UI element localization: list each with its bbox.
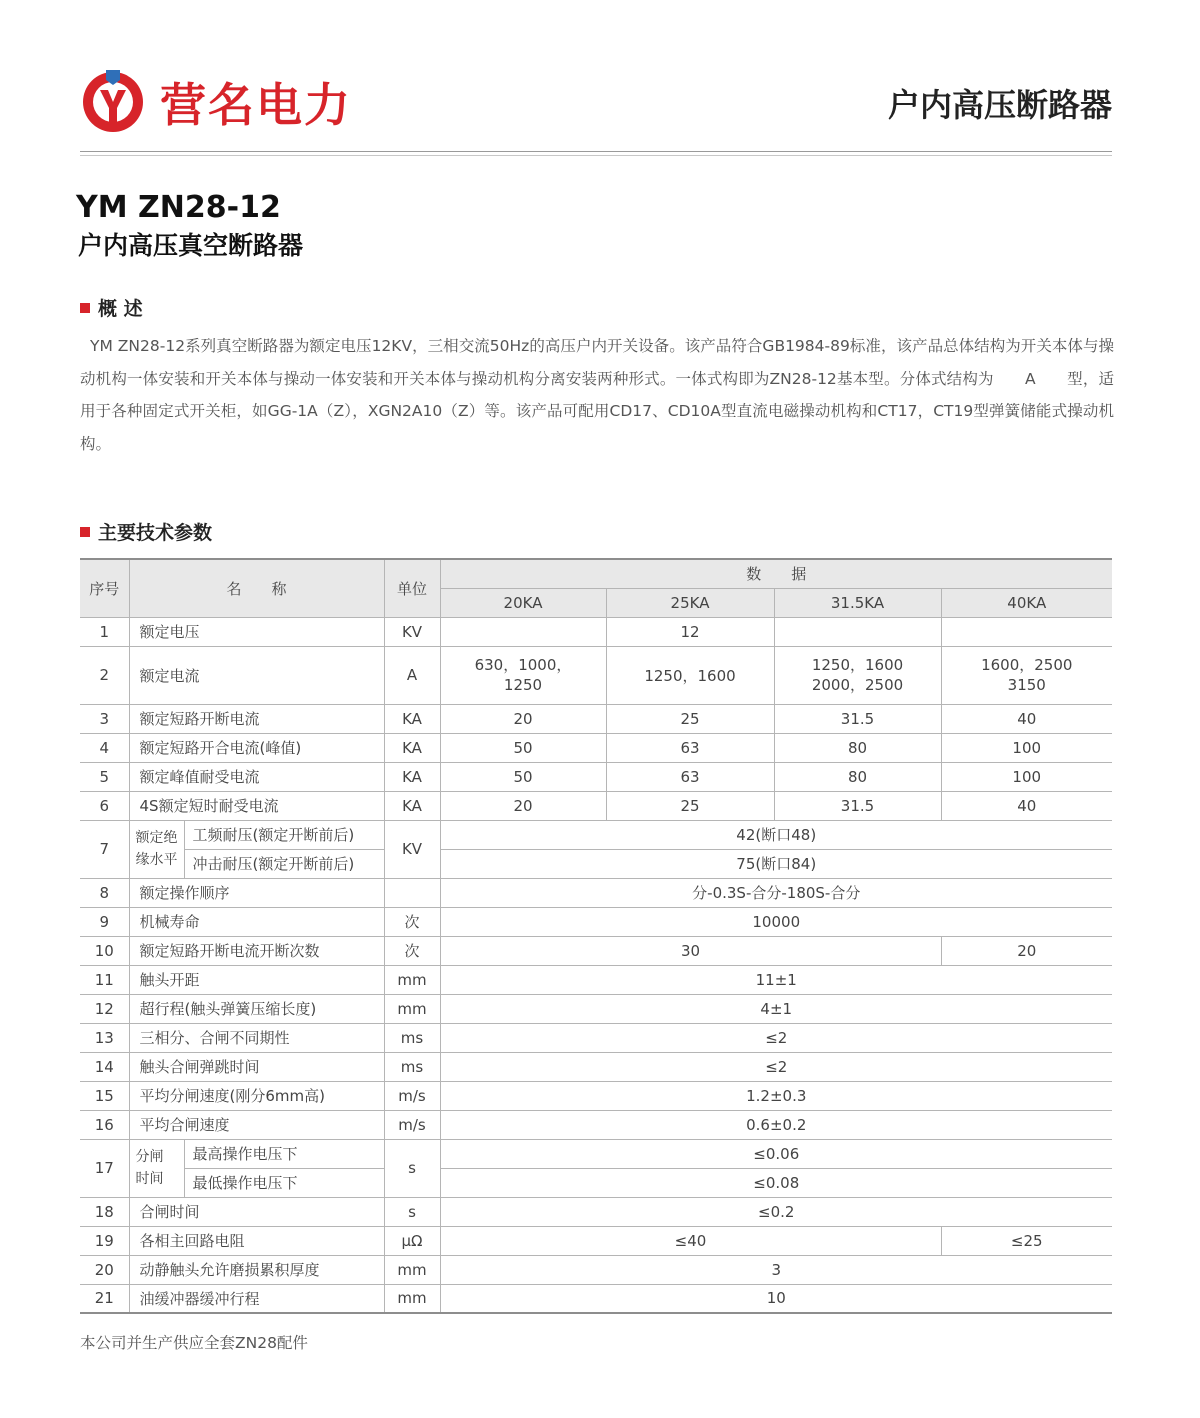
row-value: 20 — [440, 704, 606, 733]
row-no: 16 — [80, 1110, 129, 1139]
row-no: 6 — [80, 791, 129, 820]
row-name: 三相分、合闸不同期性 — [129, 1023, 384, 1052]
table-row — [80, 907, 1112, 936]
row-value: ≤0.06 — [440, 1139, 1112, 1168]
header-divider-thin — [80, 155, 1112, 156]
row-value: 80 — [774, 733, 941, 762]
group-line: 分闸 — [135, 1149, 164, 1165]
row-value — [440, 646, 606, 704]
row-unit: s — [384, 1139, 440, 1197]
row-value — [774, 646, 941, 704]
product-model: YM ZN28-12 — [76, 190, 281, 225]
row-value: 75(断口84) — [440, 849, 1112, 878]
row-name: 油缓冲器缓冲行程 — [129, 1284, 384, 1313]
row-unit: μΩ — [384, 1226, 440, 1255]
table-header-row — [80, 559, 1112, 588]
row-value: 11±1 — [440, 965, 1112, 994]
row-no: 13 — [80, 1023, 129, 1052]
header-data: 数 据 — [440, 559, 1112, 588]
row-value-empty — [774, 617, 941, 646]
value-line: 630，1000， — [474, 656, 572, 674]
page-title: 户内高压断路器 — [887, 86, 1112, 124]
value-line: 1600，2500 — [981, 656, 1073, 674]
row-no: 5 — [80, 762, 129, 791]
table-row — [80, 965, 1112, 994]
row-value: ≤0.2 — [440, 1197, 1112, 1226]
row-name: 额定短路开合电流(峰值) — [129, 733, 384, 762]
row-no: 8 — [80, 878, 129, 907]
row-unit: s — [384, 1197, 440, 1226]
row-unit: KA — [384, 704, 440, 733]
row-no: 10 — [80, 936, 129, 965]
row-value: 10 — [440, 1284, 1112, 1313]
row-value: 25 — [606, 791, 774, 820]
row-no: 2 — [80, 646, 129, 704]
row-unit: KA — [384, 791, 440, 820]
row-no: 9 — [80, 907, 129, 936]
row-group-name — [129, 820, 184, 878]
row-value: ≤2 — [440, 1023, 1112, 1052]
row-name: 平均合闸速度 — [129, 1110, 384, 1139]
row-no: 7 — [80, 820, 129, 878]
row-name: 额定峰值耐受电流 — [129, 762, 384, 791]
row-value: 40 — [941, 791, 1112, 820]
row-no: 14 — [80, 1052, 129, 1081]
row-value: 1250，1600 — [606, 646, 774, 704]
row-value: 50 — [440, 762, 606, 791]
row-group-name — [129, 1139, 184, 1197]
row-value: 20 — [941, 936, 1112, 965]
header-col-40ka: 40KA — [941, 588, 1112, 617]
row-value: 12 — [606, 617, 774, 646]
table-row — [80, 849, 1112, 878]
header-no: 序号 — [80, 559, 129, 617]
row-name: 额定短路开断电流开断次数 — [129, 936, 384, 965]
row-unit: m/s — [384, 1081, 440, 1110]
row-no: 1 — [80, 617, 129, 646]
red-square-bullet-icon — [80, 303, 90, 313]
table-row — [80, 733, 1112, 762]
row-value: 4±1 — [440, 994, 1112, 1023]
row-name: 各相主回路电阻 — [129, 1226, 384, 1255]
brand-name: 营名电力 — [160, 78, 352, 132]
header-col-20ka: 20KA — [440, 588, 606, 617]
row-value: 31.5 — [774, 704, 941, 733]
table-row — [80, 1110, 1112, 1139]
row-no: 12 — [80, 994, 129, 1023]
row-name: 额定短路开断电流 — [129, 704, 384, 733]
table-row — [80, 791, 1112, 820]
row-sub-name: 冲击耐压(额定开断前后) — [184, 849, 384, 878]
table-row — [80, 1168, 1112, 1197]
row-name: 4S额定短时耐受电流 — [129, 791, 384, 820]
table-row — [80, 1284, 1112, 1313]
row-sub-name: 最低操作电压下 — [184, 1168, 384, 1197]
row-no: 19 — [80, 1226, 129, 1255]
row-value: 80 — [774, 762, 941, 791]
row-unit — [384, 878, 440, 907]
row-unit: 次 — [384, 936, 440, 965]
table-row — [80, 820, 1112, 849]
row-unit: KA — [384, 733, 440, 762]
spec-heading — [80, 518, 212, 545]
row-value: 63 — [606, 762, 774, 791]
row-no: 3 — [80, 704, 129, 733]
row-name: 额定电流 — [129, 646, 384, 704]
table-row — [80, 617, 1112, 646]
row-value: ≤0.08 — [440, 1168, 1112, 1197]
row-value: 30 — [440, 936, 941, 965]
value-line: 3150 — [1007, 676, 1046, 694]
row-name: 超行程(触头弹簧压缩长度) — [129, 994, 384, 1023]
table-row — [80, 1139, 1112, 1168]
header-divider — [80, 151, 1112, 152]
overview-heading-label: 概 述 — [98, 298, 143, 320]
header-col-25ka: 25KA — [606, 588, 774, 617]
row-name: 平均分闸速度(刚分6mm高) — [129, 1081, 384, 1110]
row-unit: KA — [384, 762, 440, 791]
row-value: 分-0.3S-合分-180S-合分 — [440, 878, 1112, 907]
row-no: 17 — [80, 1139, 129, 1197]
group-line: 缘水平 — [135, 852, 178, 868]
row-unit: 次 — [384, 907, 440, 936]
table-row — [80, 1226, 1112, 1255]
row-value: 31.5 — [774, 791, 941, 820]
row-value: 100 — [941, 762, 1112, 791]
table-row — [80, 646, 1112, 704]
row-value: 0.6±0.2 — [440, 1110, 1112, 1139]
row-name: 额定操作顺序 — [129, 878, 384, 907]
brand-logo — [78, 66, 352, 138]
table-row — [80, 994, 1112, 1023]
row-unit: mm — [384, 1255, 440, 1284]
row-unit: ms — [384, 1023, 440, 1052]
table-row — [80, 878, 1112, 907]
row-name: 额定电压 — [129, 617, 384, 646]
overview-heading — [80, 294, 143, 321]
value-line: 1250，1600 — [811, 656, 904, 674]
row-unit: ms — [384, 1052, 440, 1081]
row-no: 15 — [80, 1081, 129, 1110]
row-value-empty — [440, 617, 606, 646]
row-no: 18 — [80, 1197, 129, 1226]
row-name: 机械寿命 — [129, 907, 384, 936]
row-value: 50 — [440, 733, 606, 762]
row-name: 合闸时间 — [129, 1197, 384, 1226]
row-value-empty — [941, 617, 1112, 646]
table-row — [80, 704, 1112, 733]
row-value: 20 — [440, 791, 606, 820]
row-value: 42(断口48) — [440, 820, 1112, 849]
row-unit: A — [384, 646, 440, 704]
product-name: 户内高压真空断路器 — [78, 231, 304, 260]
row-name: 触头合闸弹跳时间 — [129, 1052, 384, 1081]
row-value: 100 — [941, 733, 1112, 762]
table-row — [80, 1255, 1112, 1284]
overview-text: YM ZN28-12系列真空断路器为额定电压12KV，三相交流50Hz的高压户内开关设备。该产品符合GB1984-89标准，该产品总体结构为开关本体与操动机构一体安装和开关本体与操动一体安装和开关本体与操动机构分离安装两种形式。一体式构即为ZN28-12基本型。分体式结构为 A 型，适用于各种固定式开关柜，如GG-1A（Z），XGN2A10（Z）等。该产品可配用CD17、CD10A型直流电磁操动机构和CT17，CT19型弹簧储能式操动机构。 — [80, 337, 1114, 453]
row-value: 63 — [606, 733, 774, 762]
row-sub-name: 最高操作电压下 — [184, 1139, 384, 1168]
group-line: 时间 — [135, 1171, 164, 1187]
row-no: 4 — [80, 733, 129, 762]
red-square-bullet-icon — [80, 527, 90, 537]
row-name: 触头开距 — [129, 965, 384, 994]
table-row — [80, 1081, 1112, 1110]
row-unit: m/s — [384, 1110, 440, 1139]
row-name: 动静触头允许磨损累积厚度 — [129, 1255, 384, 1284]
row-no: 20 — [80, 1255, 129, 1284]
spec-heading-label: 主要技术参数 — [98, 522, 213, 544]
ym-circle-logo-icon — [78, 66, 148, 138]
row-value: 1.2±0.3 — [440, 1081, 1112, 1110]
header-col-31-5ka: 31.5KA — [774, 588, 941, 617]
value-line: 2000，2500 — [811, 676, 904, 694]
row-no: 11 — [80, 965, 129, 994]
row-value: ≤40 — [440, 1226, 941, 1255]
spec-table — [80, 558, 1112, 1314]
row-unit: mm — [384, 1284, 440, 1313]
row-unit: mm — [384, 965, 440, 994]
row-unit: KV — [384, 820, 440, 878]
row-sub-name: 工频耐压(额定开断前后) — [184, 820, 384, 849]
row-value — [941, 646, 1112, 704]
header-unit: 单位 — [384, 559, 440, 617]
row-unit: mm — [384, 994, 440, 1023]
footnote: 本公司并生产供应全套ZN28配件 — [80, 1334, 308, 1352]
header-name: 名 称 — [129, 559, 384, 617]
row-value: 3 — [440, 1255, 1112, 1284]
row-value: 40 — [941, 704, 1112, 733]
group-line: 额定绝 — [135, 830, 178, 846]
table-row — [80, 936, 1112, 965]
row-unit: KV — [384, 617, 440, 646]
row-no: 21 — [80, 1284, 129, 1313]
row-value: ≤2 — [440, 1052, 1112, 1081]
table-row — [80, 1197, 1112, 1226]
row-value: 10000 — [440, 907, 1112, 936]
row-value: 25 — [606, 704, 774, 733]
table-row — [80, 1052, 1112, 1081]
table-row — [80, 762, 1112, 791]
table-row — [80, 1023, 1112, 1052]
value-line: 1250 — [503, 676, 543, 694]
row-value: ≤25 — [941, 1226, 1112, 1255]
